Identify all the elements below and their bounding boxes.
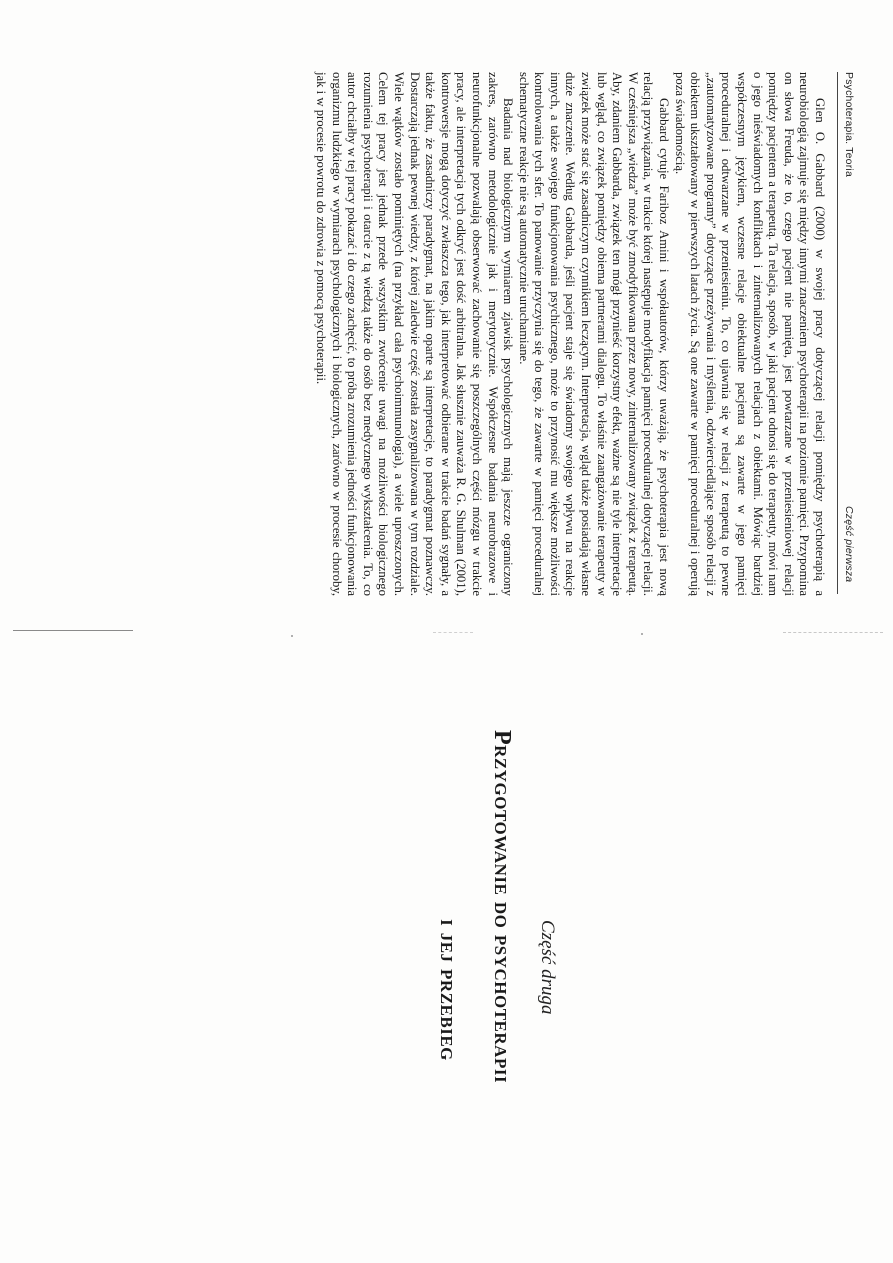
- right-page: [0, 640, 893, 1263]
- paragraph-2: Gabbard cytuje Fariboz Amini i współautorów, którzy uważają, że psychoterapia jest nową relacją przywiązania, w trakcie której następuje modyfikacja pamięci proceduralnej dotyczącej relacji. W cześniejsza „wiedza” może być zmodyfikowana przez nowy, zinternalizowany związek z terapeutą. Aby, zdaniem Gabbarda, związek ten mógł przynieść korzystny efekt, ważne są nie tyle interpretacje lub wgląd, co związek pomiędzy obiema partnerami dialogu. To właśnie zaangażowanie terapeuty w związek może stać się zasadniczym czynnikiem leczącym. Interpretacja, wgląd także posiadają własne duże znaczenie. Według Gabbarda, jeśli pacjent staje się świadomy swojego wpływu na reakcje innych, a także swojego funkcjonowania psychicznego, może to przynosić mu większe możliwości kontrolowania tych sfer. To panowanie przyczynia się do tego, że zawarte w pamięci proceduralnej schematyczne reakcje nie są automatycznie uruchamiane.: [516, 72, 672, 596]
- part-title-line-2: i jej przebieg: [435, 919, 461, 1061]
- part-label: Część druga: [537, 920, 558, 1015]
- paragraph-3: Badania nad biologicznym wymiarem zjawisk psychologicznych mają jeszcze ograniczony zakres, zarówno metodologicznie jak i merytorycznie. Współczesne badania neurobrazowe i neurofunkcjonalne pozwalają obserwować zachowanie się poszczególnych części mózgu w trakcie pracy, ale interpretacja tych odkryć jest dość arbitralna. Jak słusznie zauważa R. G. Shulman (2001), kontrowersje mogą dotyczyć zwłaszcza tego, jak interpretować odbierane w trakcie badań sygnały, a także faktu, że zasadniczy paradygmat, na jakim oparte są interpretacje, to paradygmat poznawczy. Dostarczają jednak pewnej wiedzy, z której zaledwie część została zasygnalizowana w tym rozdziale. Wiele wątków zostało pominiętych (na przykład cała psychoimmunologia), a wiele uproszczonych. Celem tej pracy jest jednak przede wszystkim zwrócenie uwagi na możliwości biologicznego rozumienia psychoterapii i otarcie z tą wiedzą także do osób bez medycznego wykształcenia. To, co autor chciałby w tej pracy pokazać i do czego zachęcić, to próba zrozumienia jedności funkcjonowania organizmu ludzkiego w wymiarach psychologicznych i biologicznych, zarówno w procesie choroby, jak i w procesie powrotu do zdrowia z pomocą psychoterapii.: [314, 72, 516, 596]
- scan-artifact-line: [13, 630, 133, 631]
- scan-artifact-dot: [641, 633, 643, 635]
- scan-artifact-line: [433, 632, 473, 633]
- part-title-line-1: Przygotowanie do psychoterapii: [489, 730, 515, 1084]
- scan-artifact-dot: [291, 635, 293, 637]
- paragraph-1: Glen O. Gabbard (2000) w swojej pracy dotyczącej relacji pomiędzy psychoterapią a neurobiologią zajmuje się między innymi znaczeniem psychoterapii na poziomie pamięci. Przypomina on słowa Freuda, że to, czego pacjent nie pamięta, jest powtarzane w przeniesieniowej relacji pomiędzy pacjentem a terapeutą. Ta relacja, sposób, w jaki pacjent odnosi się do terapeuty, mówi nam o jego nieświadomych konfliktach i zinternalizowanych relacjach z obiektami. Mówiąc bardziej współczesnym językiem, wczesne relacje obiektualne pacjenta są zawarte w jego pamięci proceduralnej i odtwarzane w przeniesieniu. To, co ujawnia się w relacji z terapeutą to pewne „zautomatyzowane programy” dotyczące przeżywania i myślenia, odzwierciedlające sposób relacji z obiektem ukształtowany w pierwszych latach życia. Są one zawarte w pamięci proceduralnej i operują poza świadomością.: [672, 72, 827, 596]
- running-header-right: Część pierwsza: [843, 506, 855, 583]
- running-header-left: Psychoterapia. Teoria: [843, 72, 855, 177]
- header-rule: [837, 72, 838, 594]
- scan-artifact-line: [783, 632, 883, 634]
- body-text: [312, 72, 827, 596]
